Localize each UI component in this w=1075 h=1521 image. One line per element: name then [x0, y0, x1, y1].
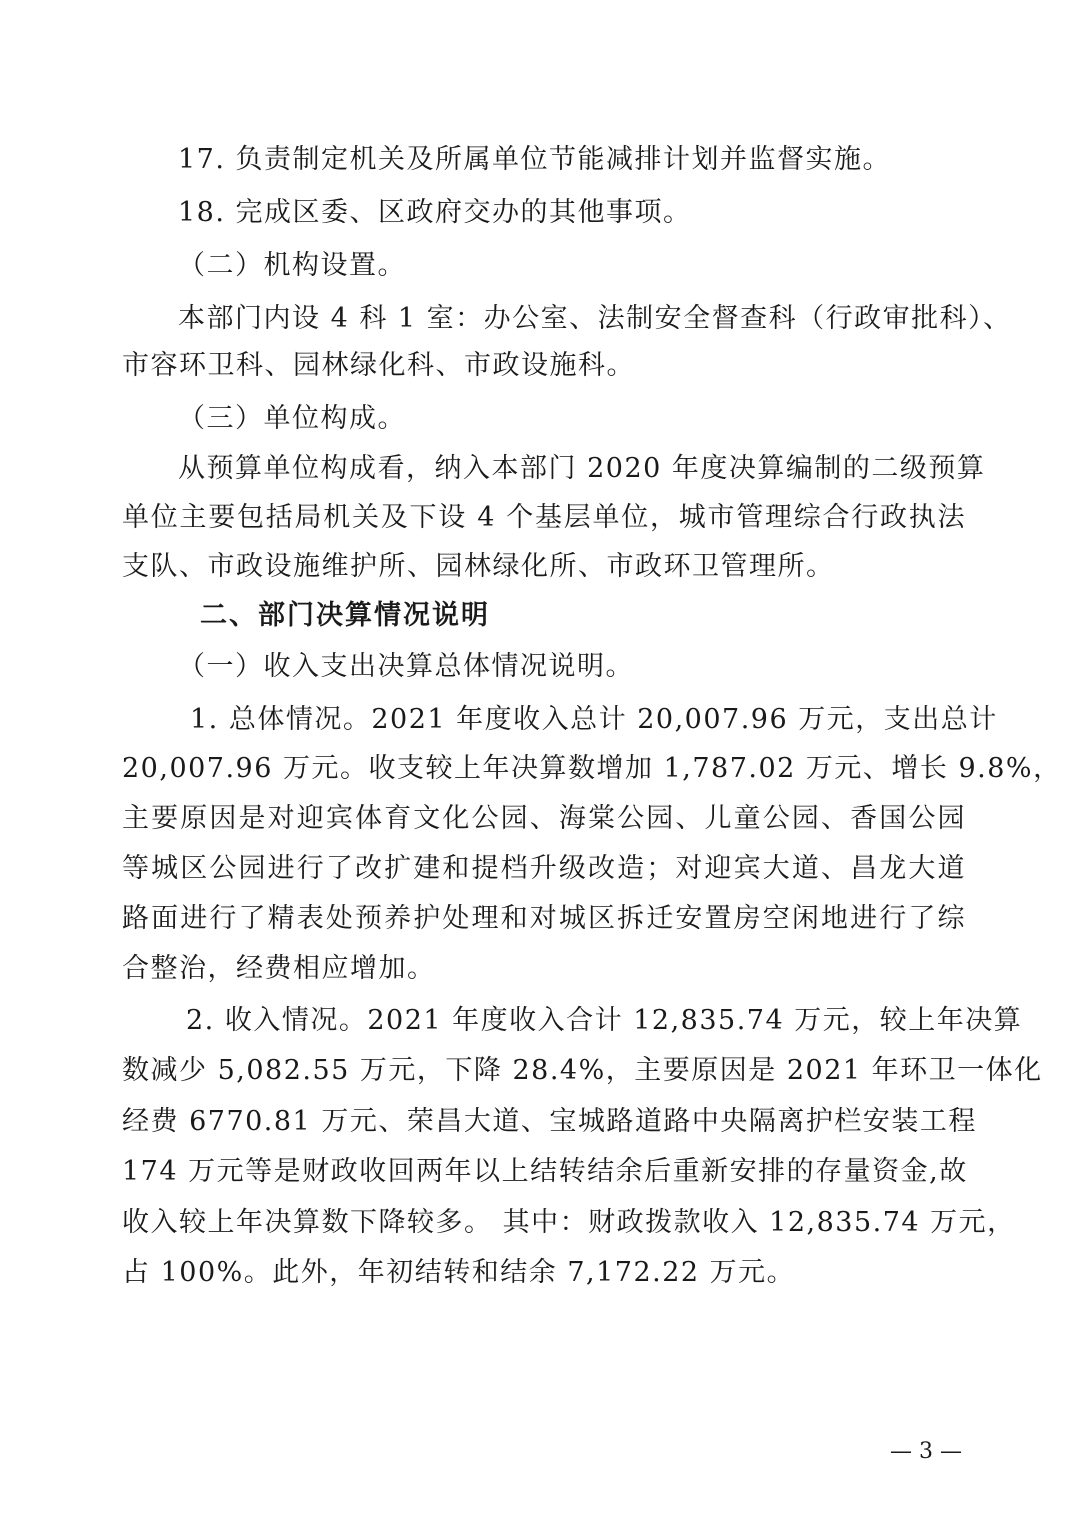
- paragraph-overall-line-1: 1. 总体情况。2021 年度收入总计 20,007.96 万元，支出总计: [190, 704, 998, 735]
- paragraph-overall-line-3: 主要原因是对迎宾体育文化公园、海棠公园、儿童公园、香国公园: [122, 803, 966, 834]
- paragraph-overall-line-5: 路面进行了精表处预养护处理和对城区拆迁安置房空闲地进行了综: [122, 903, 966, 934]
- paragraph-income-line-6: 占 100%。此外，年初结转和结余 7,172.22 万元。: [122, 1257, 796, 1288]
- paragraph-overall-line-4: 等城区公园进行了改扩建和提档升级改造；对迎宾大道、昌龙大道: [122, 853, 966, 884]
- chapter-heading-final-accounts: 二、部门决算情况说明: [200, 600, 490, 631]
- paragraph-income-line-2: 数减少 5,082.55 万元，下降 28.4%，主要原因是 2021 年环卫一体化: [122, 1055, 1043, 1086]
- paragraph-income-line-5: 收入较上年决算数下降较多。 其中：财政拨款收入 12,835.74 万元，: [122, 1207, 1016, 1238]
- paragraph-units-line-2: 单位主要包括局机关及下设 4 个基层单位，城市管理综合行政执法: [122, 502, 966, 533]
- page-number: — 3 —: [890, 1439, 962, 1464]
- paragraph-income-line-3: 经费 6770.81 万元、荣昌大道、宝城路道路中央隔离护栏安装工程: [122, 1106, 977, 1137]
- paragraph-organization-line-2: 市容环卫科、园林绿化科、市政设施科。: [122, 350, 635, 381]
- item-17: 17. 负责制定机关及所属单位节能减排计划并监督实施。: [178, 144, 892, 175]
- section-heading-overall: （一）收入支出决算总体情况说明。: [178, 651, 634, 682]
- section-heading-units: （三）单位构成。: [178, 403, 406, 434]
- item-18: 18. 完成区委、区政府交办的其他事项。: [178, 197, 692, 228]
- paragraph-overall-line-2: 20,007.96 万元。收支较上年决算数增加 1,787.02 万元、增长 9.8%，: [122, 753, 1062, 784]
- paragraph-overall-line-6: 合整治，经费相应增加。: [122, 953, 436, 984]
- section-heading-organization: （二）机构设置。: [178, 250, 406, 281]
- paragraph-income-line-4: 174 万元等是财政收回两年以上结转结余后重新安排的存量资金,故: [122, 1156, 968, 1187]
- paragraph-units-line-3: 支队、市政设施维护所、园林绿化所、市政环卫管理所。: [122, 551, 835, 582]
- paragraph-organization-line-1: 本部门内设 4 科 1 室：办公室、法制安全督查科（行政审批科）、: [178, 303, 1012, 334]
- paragraph-income-line-1: 2. 收入情况。2021 年度收入合计 12,835.74 万元，较上年决算: [186, 1005, 1023, 1036]
- paragraph-units-line-1: 从预算单位构成看，纳入本部门 2020 年度决算编制的二级预算: [178, 453, 986, 484]
